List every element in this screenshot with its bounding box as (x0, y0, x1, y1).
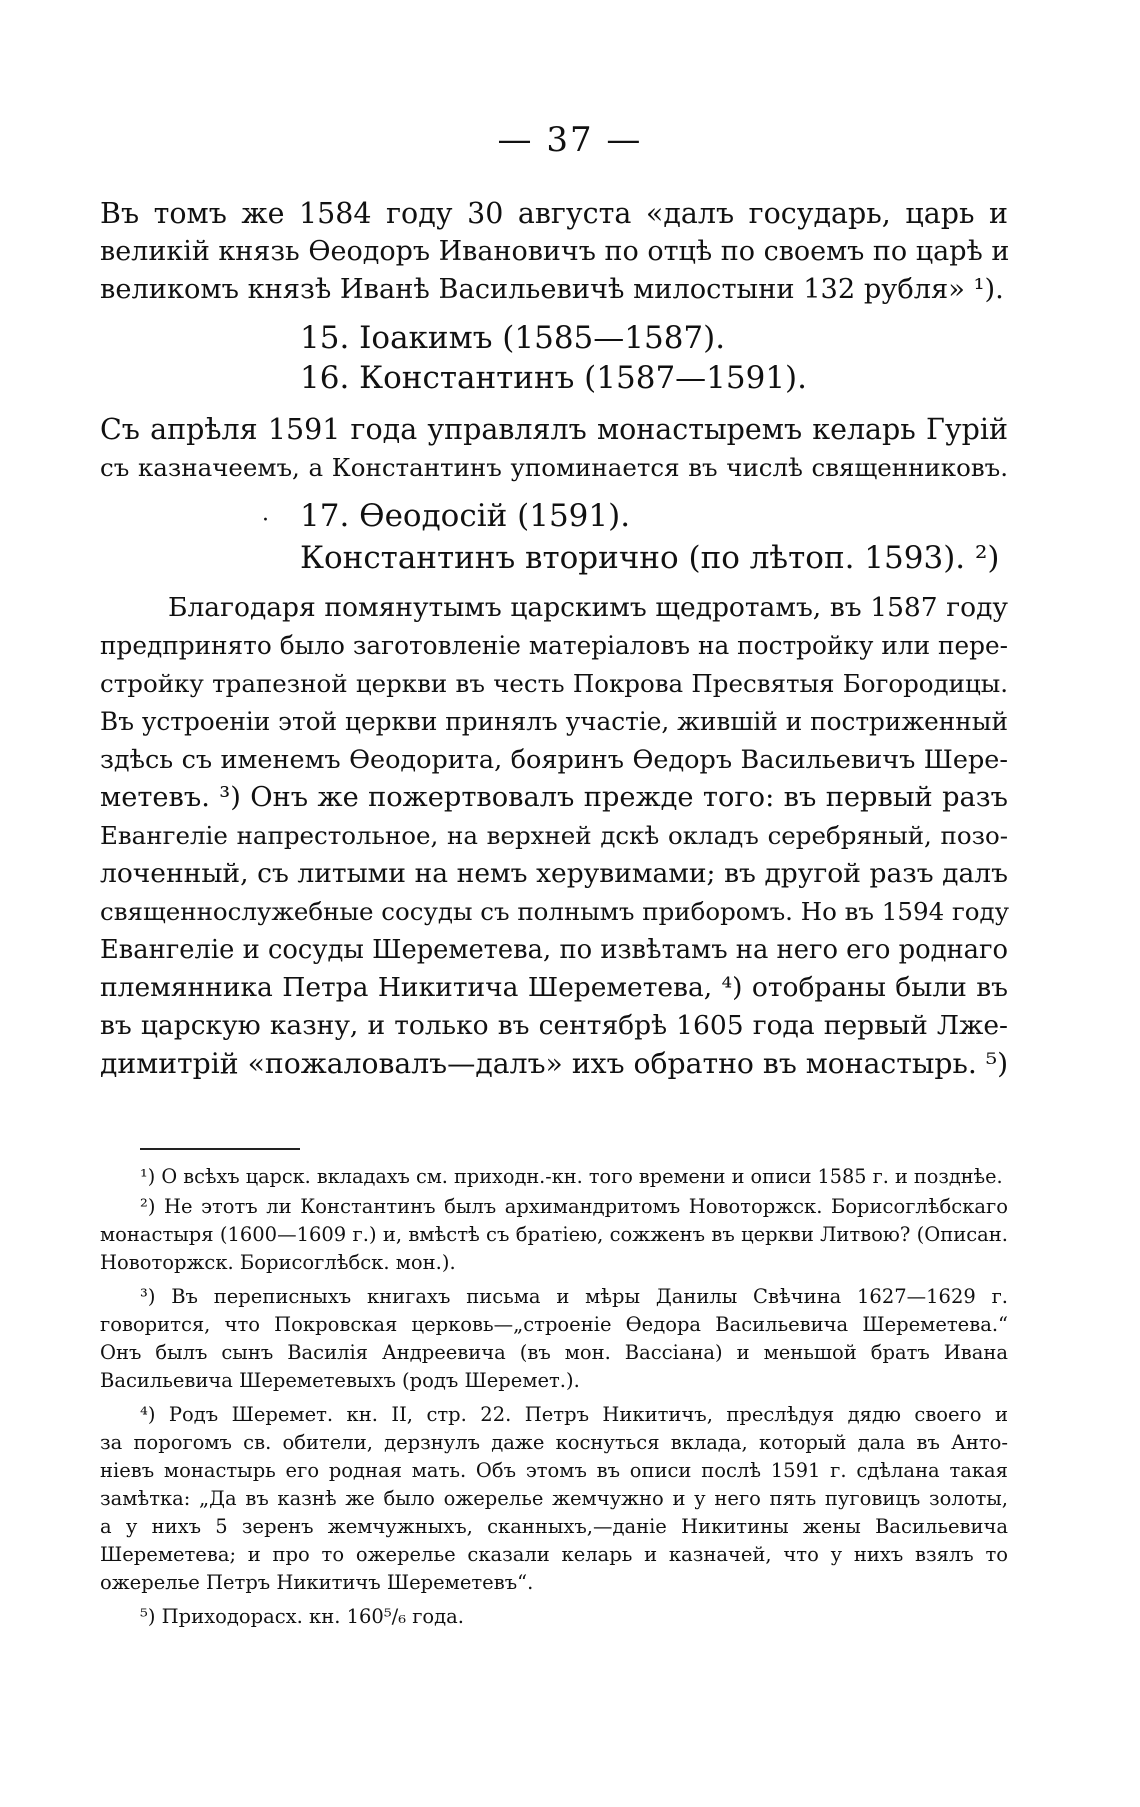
footnote-line: ²) Не этотъ ли Константинъ былъ архимандритомъ Новоторжск. Борисоглѣбскаго (140, 1195, 1008, 1218)
paragraph-line: племянника Петра Никитича Шереметева, ⁴) отобраны были въ (100, 972, 1008, 1003)
footnote-line: Онъ былъ сынъ Василія Андреевича (въ мон. Вассіана) и меньшой братъ Ивана (100, 1341, 1008, 1364)
paragraph-line: Съ апрѣля 1591 года управлялъ монастыремъ келарь Гурій (100, 413, 1008, 446)
footnote-line: Новоторжск. Борисоглѣбск. мон.). (100, 1251, 456, 1274)
footnote-line: ніевъ монастырь его родная мать. Объ этомъ въ описи послѣ 1591 г. сдѣлана такая (100, 1459, 1008, 1482)
footnote-line: ⁴) Родъ Шеремет. кн. II, стр. 22. Петръ Никитичъ, преслѣдуя дядю своего и (140, 1403, 1008, 1426)
paragraph-line: Евангеліе и сосуды Шереметева, по извѣтамъ на него его роднаго (100, 935, 1008, 965)
footnote-line: говорится, что Покровская церковь—„строеніе Ѳедора Васильевича Шереметева.“ (100, 1313, 1008, 1336)
section-heading-16: 16. Константинъ (1587—1591). (300, 360, 808, 396)
paragraph-line: метевъ. ³) Онъ же пожертвовалъ прежде того: въ первый разъ (100, 782, 1008, 813)
paragraph-line: Въ устроеніи этой церкви принялъ участіе, жившій и постриженный (100, 707, 1008, 736)
paragraph-line: Благодаря помянутымъ царскимъ щедротамъ, въ 1587 году (168, 592, 1008, 623)
footnote-line: замѣтка: „Да въ казнѣ же было ожерелье жемчужно и у него пять пуговицъ золоты, (100, 1487, 1008, 1510)
stray-mark: · (262, 508, 269, 533)
footnote-line: ⁵) Приходорасх. кн. 160⁵/₆ года. (140, 1605, 465, 1628)
footnote-line: за порогомъ св. обители, дерзнулъ даже коснуться вклада, который дала въ Анто- (100, 1431, 1008, 1454)
paragraph-line: въ царскую казну, и только въ сентябрѣ 1605 года первый Лже- (100, 1010, 1008, 1041)
footnote-line: а у нихъ 5 зеренъ жемчужныхъ, сканныхъ,—даніе Никитины жены Васильевича (100, 1515, 1008, 1538)
footnote-line: ожерелье Петръ Никитичъ Шереметевъ“. (100, 1571, 534, 1594)
footnote-line: монастыря (1600—1609 г.) и, вмѣстѣ съ братіею, сожженъ въ церкви Литвою? (Описан. (100, 1223, 1008, 1246)
paragraph-line: предпринято было заготовленіе матеріаловъ на постройку или пере- (100, 631, 1008, 660)
paragraph-line: стройку трапезной церкви въ честь Покрова Пресвятыя Богородицы. (100, 669, 1008, 698)
footnote-line: ³) Въ переписныхъ книгахъ письма и мѣры Данилы Свѣчина 1627—1629 г. (140, 1285, 1008, 1308)
footnote-line: Шереметева; и про то ожерелье сказали келарь и казначей, что у нихъ взялъ то (100, 1543, 1008, 1566)
paragraph-line: священнослужебные сосуды съ полнымъ приборомъ. Но въ 1594 году (100, 897, 1010, 926)
paragraph-line: лоченный, съ литыми на немъ херувимами; въ другой разъ далъ (100, 858, 1008, 889)
page-number: — 37 — (497, 120, 643, 160)
section-heading-17: 17. Ѳеодосій (1591). (300, 498, 631, 534)
paragraph-line: съ казначеемъ, а Константинъ упоминается въ числѣ священниковъ. (100, 453, 1008, 482)
section-heading-15: 15. Іоакимъ (1585—1587). (300, 320, 726, 356)
footnote-line: ¹) О всѣхъ царск. вкладахъ см. приходн.-кн. того времени и описи 1585 г. и позднѣе. (140, 1165, 1003, 1188)
section-heading-konstantin: Константинъ вторично (по лѣтоп. 1593). ²) (300, 540, 1000, 576)
footnote-line: Васильевича Шереметевыхъ (родъ Шеремет.). (100, 1369, 580, 1392)
footnote-rule (140, 1148, 300, 1150)
paragraph-line: великій князь Ѳеодоръ Ивановичъ по отцѣ по своемъ по царѣ и (100, 236, 1010, 267)
paragraph-line: здѣсь съ именемъ Ѳеодорита, бояринъ Ѳедоръ Васильевичъ Шере- (100, 745, 1008, 775)
paragraph-line: Евангеліе напрестольное, на верхней дскѣ окладъ серебряный, позо- (100, 821, 1008, 850)
paragraph-line: Въ томъ же 1584 году 30 августа «далъ государь, царь и (100, 197, 1008, 230)
paragraph-line: великомъ князѣ Иванѣ Васильевичѣ милостыни 132 рубля» ¹). (100, 274, 1004, 305)
paragraph-line: димитрій «пожаловалъ—далъ» ихъ обратно въ монастырь. ⁵) (100, 1047, 1009, 1080)
